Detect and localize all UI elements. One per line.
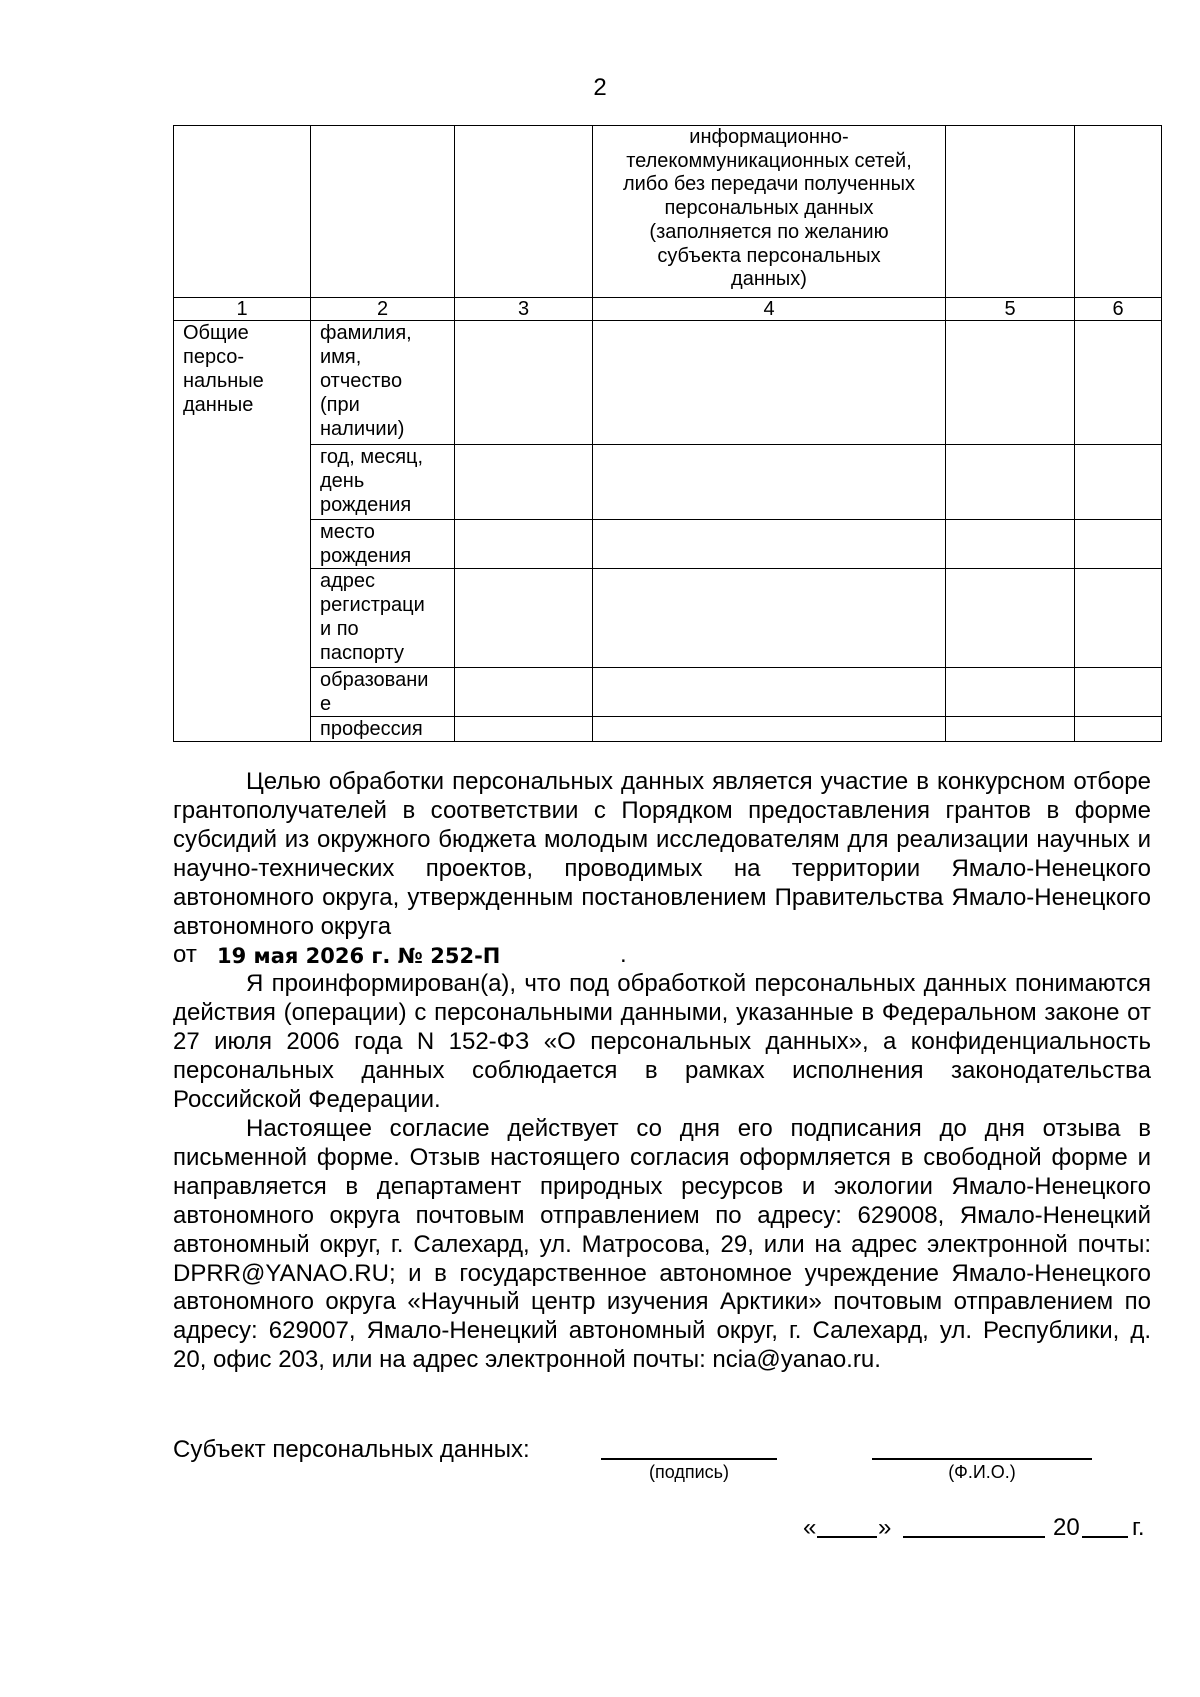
signature-field[interactable] — [601, 1458, 777, 1460]
column-number: 6 — [1075, 298, 1162, 321]
resolution-number-stamp: 19 мая 2026 г. № 252-П — [217, 944, 501, 969]
table-row — [174, 445, 1162, 520]
personal-data-table — [173, 125, 1162, 742]
year-field[interactable] — [1082, 1536, 1128, 1538]
purpose-paragraph: Целью обработки персональных данных является участие в конкурсном отборе грантополучателей в соответствии с Порядком предоставления грантов в форме субсидий из окружного бюджета молодым исследователям для реализации научных и научно-технических проектов, проводимых на территории Ямало-Ненецкого автономного округа, утвержденным постановлением Правительства Ямало-Ненецкого автономного округа — [173, 768, 1151, 940]
column-number: 2 — [311, 298, 455, 321]
year-suffix: г. — [1132, 1514, 1145, 1541]
data-item-cell: фамилия, имя, отчество (при наличии) — [311, 321, 455, 445]
validity-paragraph: Настоящее согласие действует со дня его подписания до дня отзыва в письменной форме. Отзыв настоящего согласия оформляется в свободной форме и направляется в департамент природных ресурсов и экологии Ямало-Ненецкого автономного округа почтовым отправлением по адресу: 629008, Ямало-Ненецкий автономный округ, г. Салехард, ул. Матросова, 29, или на адрес электронной почты: DPRR@YANAO.RU; и в государственное автономное учреждение Ямало-Ненецкого автономного округа «Научный центр изучения Арктики» почтовым отправлением по адресу: 629007, Ямало-Ненецкий автономный округ, г. Салехард, ул. Республики, д. 20, офис 203, или на адрес электронной почты: ncia@yanao.ru. — [173, 1114, 1151, 1374]
header-cell-column-4 — [593, 126, 946, 298]
table-row — [174, 321, 1162, 445]
data-item-cell: место рождения — [311, 520, 455, 569]
column-number: 3 — [455, 298, 593, 321]
table-row — [174, 717, 1162, 742]
table-row — [174, 569, 1162, 668]
data-item-cell: год, месяц, день рождения — [311, 445, 455, 520]
data-item-cell: профессия — [311, 717, 455, 742]
table-row — [174, 520, 1162, 569]
year-prefix: 20 — [1053, 1514, 1080, 1541]
category-cell: Общие персо- нальные данные — [174, 321, 311, 742]
informed-paragraph: Я проинформирован(а), что под обработкой персональных данных понимаются действия (операции) с персональными данными, указанные в Федеральном законе от 27 июля 2006 года N 152-ФЗ «О персональных данных», а конфиденциальность персональных данных соблюдается в рамках исполнения законодательства Российской Федерации. — [173, 970, 1151, 1114]
table-header-continuation-row — [174, 126, 1162, 298]
signature-caption: (подпись) — [648, 1462, 730, 1482]
data-item-cell: адрес регистраци и по паспорту — [311, 569, 455, 668]
column-number: 4 — [593, 298, 946, 321]
column-numbers-row — [174, 298, 1162, 321]
date-close-quote: » — [878, 1514, 892, 1541]
date-open-quote: « — [803, 1514, 817, 1541]
data-item-cell: образовани е — [311, 668, 455, 717]
column-number: 5 — [946, 298, 1075, 321]
month-field[interactable] — [903, 1536, 1045, 1538]
page-number: 2 — [593, 74, 607, 101]
subject-label: Субъект персональных данных: — [173, 1436, 530, 1463]
day-field[interactable] — [817, 1536, 877, 1538]
column-number: 1 — [174, 298, 311, 321]
full-name-caption: (Ф.И.О.) — [948, 1462, 1016, 1482]
resolution-date-line: от 19 мая 2026 г. № 252-П . — [173, 941, 1151, 970]
consent-body — [173, 768, 1151, 1375]
full-name-field[interactable] — [872, 1458, 1092, 1460]
header-continuation-text: информационно- телекоммуникационных сетей, либо без передачи полученных персональных данных (заполняется по желанию субъекта персональных данных) — [622, 126, 916, 291]
table-row — [174, 668, 1162, 717]
